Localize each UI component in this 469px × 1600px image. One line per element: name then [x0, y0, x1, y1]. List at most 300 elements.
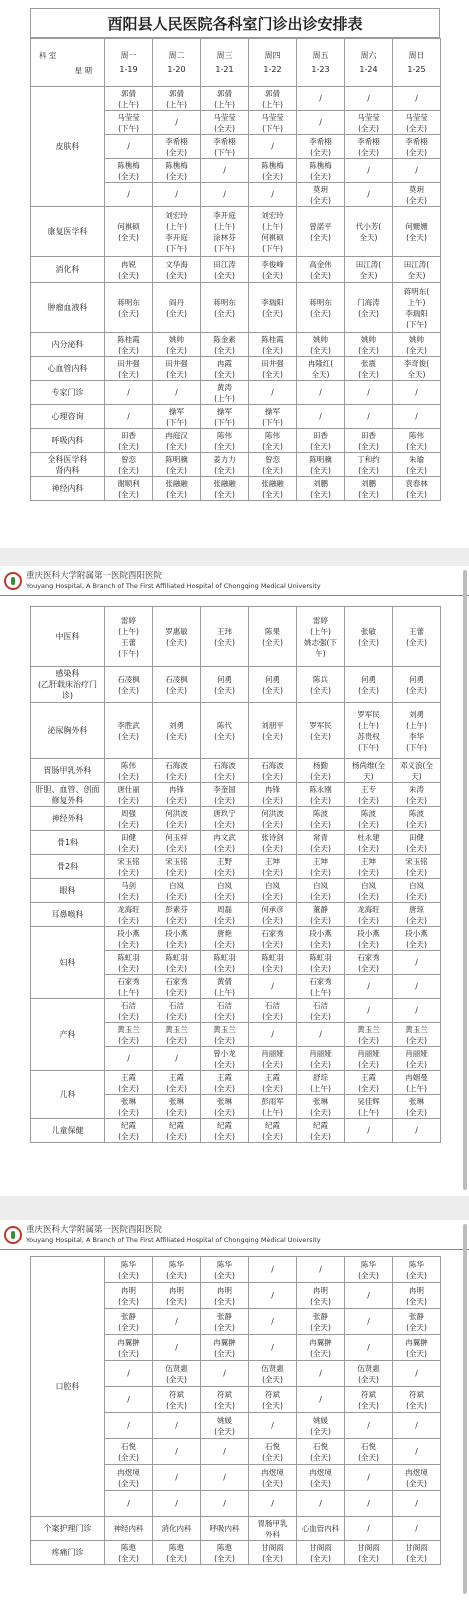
schedule-cell: 操军 (下午)	[201, 405, 249, 429]
schedule-cell: 冉翼翀 (全天)	[393, 1335, 441, 1361]
schedule-cell: 石海波 (全天)	[201, 759, 249, 783]
table-row	[31, 807, 441, 831]
schedule-cell: 陈永刚 (全天)	[297, 783, 345, 807]
schedule-table-3	[30, 1256, 441, 1565]
table-row	[31, 429, 441, 453]
schedule-cell: 陈代 (全天)	[201, 703, 249, 759]
schedule-cell: 陈波 (全天)	[297, 807, 345, 831]
schedule-cell: 刘朋平 (全天)	[249, 703, 297, 759]
schedule-cell: 田香 (全天)	[105, 429, 153, 453]
table-row	[31, 999, 441, 1023]
schedule-cell: 冉锋 (全天)	[153, 783, 201, 807]
schedule-cell: 丁和约 (全天)	[345, 453, 393, 477]
schedule-cell: 陈波 (全天)	[393, 807, 441, 831]
schedule-cell: 白岚 (全天)	[249, 879, 297, 903]
schedule-cell: 纪霞 (全天)	[153, 1119, 201, 1143]
schedule-cell: 田江涛( 全天)	[393, 257, 441, 283]
schedule-cell: 蒋明东( 上午) 李瑞阳 (下午)	[393, 283, 441, 333]
schedule-cell: 冉锋 (全天)	[249, 783, 297, 807]
schedule-cell: 冉煜境 (全天)	[105, 1465, 153, 1491]
schedule-cell: /	[345, 405, 393, 429]
schedule-cell: 王霞 (全天)	[201, 1071, 249, 1095]
schedule-cell: /	[249, 975, 297, 999]
schedule-cell: 石家秀 (上午)	[105, 975, 153, 999]
schedule-cell: 张静 (全天)	[393, 1309, 441, 1335]
schedule-cell: 陈樵梅 (全天)	[153, 159, 201, 183]
schedule-cell: 冉明 (全天)	[105, 1283, 153, 1309]
schedule-cell: 操军 (下午)	[153, 405, 201, 429]
schedule-cell: /	[105, 1047, 153, 1071]
schedule-cell: /	[345, 1491, 393, 1517]
schedule-cell: 罗军民 (上午) 苏贵权 (下午)	[345, 703, 393, 759]
schedule-cell: 符斌 (全天)	[393, 1387, 441, 1413]
schedule-cell: /	[201, 1491, 249, 1517]
schedule-cell: 黄玉兰 (全天)	[153, 1023, 201, 1047]
schedule-cell: 门海涛 (全天)	[345, 283, 393, 333]
schedule-cell: /	[393, 381, 441, 405]
schedule-cell: 田井强 (全天)	[153, 357, 201, 381]
schedule-cell: /	[345, 1283, 393, 1309]
header-day	[105, 39, 153, 87]
schedule-cell: /	[393, 405, 441, 429]
schedule-cell: 陈华 (全天)	[105, 1257, 153, 1283]
schedule-cell: 陈伟 (全天)	[249, 429, 297, 453]
schedule-cell: 段小燕 (全天)	[345, 927, 393, 951]
schedule-cell: /	[153, 1047, 201, 1071]
schedule-cell: /	[297, 87, 345, 111]
table-row	[31, 283, 441, 333]
header-day-date: 1-21	[215, 64, 234, 74]
schedule-cell: /	[105, 1387, 153, 1413]
schedule-cell: /	[105, 405, 153, 429]
page-gap	[0, 548, 469, 566]
header-day-date: 1-23	[311, 64, 330, 74]
dept-label: 胃肠甲乳外科	[31, 759, 105, 783]
schedule-cell: 周磊 (全天)	[201, 903, 249, 927]
schedule-cell: 陈桂霞 (全天)	[105, 333, 153, 357]
schedule-cell: /	[153, 1335, 201, 1361]
schedule-cell: /	[153, 1413, 201, 1439]
schedule-cell: 白岚 (全天)	[345, 879, 393, 903]
schedule-cell: 甘阁雨 (全天)	[345, 1541, 393, 1565]
schedule-page-3	[0, 1220, 469, 1600]
schedule-cell: /	[249, 1023, 297, 1047]
dept-label: 神经外科	[31, 807, 105, 831]
hospital-logo-icon	[4, 1226, 22, 1244]
schedule-cell: 符斌 (全天)	[249, 1387, 297, 1413]
schedule-cell: 石悦 (全天)	[345, 1439, 393, 1465]
schedule-cell: 李瑞阳 (全天)	[249, 283, 297, 333]
schedule-cell: 陈虹羽 (全天)	[105, 951, 153, 975]
schedule-cell: 高金伟 (全天)	[297, 257, 345, 283]
schedule-cell: 王霞 (全天)	[153, 1071, 201, 1095]
dept-label: 神经内科	[31, 477, 105, 501]
schedule-cell: 邓义浪(全 天)	[393, 759, 441, 783]
dept-label: 眼科	[31, 879, 105, 903]
schedule-cell: /	[105, 1413, 153, 1439]
schedule-cell: 石悦 (全天)	[249, 1439, 297, 1465]
schedule-cell: 周强 (全天)	[105, 807, 153, 831]
schedule-cell: 石悦 (全天)	[105, 1439, 153, 1465]
table-row	[31, 1541, 441, 1565]
schedule-cell: 肖丽娅 (全天)	[345, 1047, 393, 1071]
schedule-cell: 田井强 (全天)	[249, 357, 297, 381]
dept-label: 疼痛门诊	[31, 1541, 105, 1565]
schedule-cell: 蒋明东 (全天)	[201, 283, 249, 333]
schedule-cell: 陈遨 (全天)	[201, 1541, 249, 1565]
schedule-cell: 马剑 (全天)	[105, 879, 153, 903]
schedule-cell: 张融融 (全天)	[201, 477, 249, 501]
schedule-cell: 王专 (全天)	[345, 783, 393, 807]
schedule-cell: 符斌 (全天)	[345, 1387, 393, 1413]
table-row	[31, 357, 441, 381]
schedule-cell: 冉明 (全天)	[393, 1283, 441, 1309]
dept-label: 个案护理门诊	[31, 1517, 105, 1541]
schedule-cell: /	[249, 1335, 297, 1361]
dept-label: 中医科	[31, 607, 105, 667]
schedule-cell: 张敏 (全天)	[345, 607, 393, 667]
schedule-cell: 张诗剑 (全天)	[249, 831, 297, 855]
header-day-date: 1-19	[119, 64, 138, 74]
table-row	[31, 405, 441, 429]
schedule-cell: 陈果 (全天)	[249, 607, 297, 667]
schedule-cell: /	[153, 381, 201, 405]
schedule-cell: 舒琮 (上午)	[297, 1071, 345, 1095]
schedule-cell: 代小芳( 全天)	[345, 207, 393, 257]
schedule-cell: 杜永建 (全天)	[345, 831, 393, 855]
dept-label: 内分泌科	[31, 333, 105, 357]
schedule-cell: 肖丽娅 (全天)	[297, 1047, 345, 1071]
schedule-cell: 陈伟 (全天)	[105, 759, 153, 783]
schedule-cell: 张静 (全天)	[297, 1309, 345, 1335]
header-day-name: 周四	[264, 50, 281, 60]
schedule-cell: /	[297, 1257, 345, 1283]
table-row	[31, 927, 441, 951]
schedule-cell: 白岚 (全天)	[153, 879, 201, 903]
schedule-cell: /	[201, 1439, 249, 1465]
schedule-cell: 王坤 (全天)	[249, 855, 297, 879]
schedule-cell: /	[297, 1023, 345, 1047]
schedule-cell: 甘阁雨 (全天)	[297, 1541, 345, 1565]
schedule-cell: 刘勇 (上午) 李华 (下午)	[393, 703, 441, 759]
schedule-cell: 吴佳辉 (上午)	[345, 1095, 393, 1119]
schedule-cell: /	[345, 1309, 393, 1335]
schedule-cell: 冉煜境 (全天)	[393, 1465, 441, 1491]
schedule-cell: 纪霞 (全天)	[201, 1119, 249, 1143]
schedule-cell: 何勇 (全天)	[345, 667, 393, 703]
schedule-cell: 消化内科	[153, 1517, 201, 1541]
schedule-cell: 张静 (全天)	[201, 1309, 249, 1335]
schedule-cell: 罗惠敏 (全天)	[153, 607, 201, 667]
schedule-cell: /	[297, 381, 345, 405]
schedule-cell: 石海波 (全天)	[153, 759, 201, 783]
table-row	[31, 453, 441, 477]
schedule-cell: 马莹莹 (下午)	[249, 111, 297, 135]
dept-label: 儿童保健	[31, 1119, 105, 1143]
dept-label: 感染科 (乙肝载床治疗门 诊)	[31, 667, 105, 703]
header-day	[393, 39, 441, 87]
schedule-cell: 石家秀 (全天)	[345, 951, 393, 975]
schedule-cell: /	[393, 951, 441, 975]
schedule-cell: 张融融 (全天)	[153, 477, 201, 501]
schedule-cell: /	[153, 111, 201, 135]
header-day	[153, 39, 201, 87]
schedule-cell: 宋玉铭 (全天)	[153, 855, 201, 879]
scrollbar[interactable]	[463, 570, 467, 1190]
schedule-cell: 阎丹 (全天)	[153, 283, 201, 333]
schedule-cell: 莫玥 (全天)	[393, 183, 441, 207]
schedule-cell: 伍贤惠 (全天)	[153, 1361, 201, 1387]
schedule-cell: 何褀硕 (全天)	[105, 207, 153, 257]
schedule-cell: 冉翼翀 (全天)	[201, 1335, 249, 1361]
schedule-cell: 黄倩 (上午)	[201, 975, 249, 999]
hospital-header	[0, 566, 469, 596]
schedule-cell: 王蕾 (全天)	[393, 607, 441, 667]
schedule-cell: /	[345, 159, 393, 183]
hospital-name-en: Youyang Hospital, A Branch of The First Affiliated Hospital of Chongqing Medical University	[26, 1236, 321, 1244]
schedule-cell: /	[297, 1491, 345, 1517]
schedule-cell: 陈虹羽 (全天)	[249, 951, 297, 975]
schedule-cell: 陈虹羽 (全天)	[153, 951, 201, 975]
schedule-cell: 陈虹羽 (全天)	[297, 951, 345, 975]
schedule-cell: 石海波 (全天)	[249, 759, 297, 783]
schedule-cell: 神经内科	[105, 1517, 153, 1541]
schedule-cell: 何姗姗 (全天)	[393, 207, 441, 257]
schedule-cell: 李希栩 (全天)	[345, 135, 393, 159]
schedule-table-2	[30, 606, 441, 1143]
schedule-cell: 冉霞 (全天)	[201, 357, 249, 381]
dept-label: 骨1科	[31, 831, 105, 855]
schedule-cell: /	[393, 159, 441, 183]
scrollbar[interactable]	[463, 1224, 467, 1594]
schedule-cell: 田健 (全天)	[105, 831, 153, 855]
dept-label: 呼吸内科	[31, 429, 105, 453]
hospital-logo-icon	[4, 572, 22, 590]
dept-label: 肝胆、血管、创面 修复外科	[31, 783, 105, 807]
schedule-cell: 石家秀 (全天)	[249, 927, 297, 951]
schedule-cell: 李开庭 (上午) 涂林芬 (下午)	[201, 207, 249, 257]
header-day-name: 周日	[408, 50, 425, 60]
schedule-cell: 曾小龙 (全天)	[201, 1047, 249, 1071]
schedule-cell: 陈伟 (全天)	[201, 429, 249, 453]
schedule-cell: 龙海旺 (全天)	[345, 903, 393, 927]
table-row	[31, 667, 441, 703]
schedule-cell: 田井强 (全天)	[105, 357, 153, 381]
schedule-cell: 曾恋 (全天)	[105, 453, 153, 477]
schedule-page-1	[0, 0, 469, 548]
schedule-cell: /	[249, 381, 297, 405]
schedule-cell: 陈樵梅 (全天)	[105, 159, 153, 183]
schedule-cell: 符斌 (全天)	[201, 1387, 249, 1413]
schedule-cell: 何勇 (全天)	[249, 667, 297, 703]
schedule-cell: 李希栩 (全天)	[393, 135, 441, 159]
schedule-cell: 李奇俊( 全天)	[393, 357, 441, 381]
schedule-cell: 朱瑜 (全天)	[393, 453, 441, 477]
schedule-cell: 姜力力 (全天)	[201, 453, 249, 477]
page-gap	[0, 1196, 469, 1220]
schedule-cell: 刘宏玲 (上午) 何褀硕 (下午)	[249, 207, 297, 257]
hospital-header	[0, 1220, 469, 1250]
schedule-cell: 黄玉兰 (全天)	[105, 1023, 153, 1047]
schedule-cell: 甘阁雨 (全天)	[393, 1541, 441, 1565]
schedule-cell: /	[345, 999, 393, 1023]
schedule-cell: 张琳 (全天)	[153, 1095, 201, 1119]
schedule-cell: 张琳 (全天)	[393, 1095, 441, 1119]
schedule-cell: 呼吸内科	[201, 1517, 249, 1541]
schedule-cell: /	[249, 1413, 297, 1439]
schedule-cell: /	[201, 159, 249, 183]
schedule-cell: /	[345, 1465, 393, 1491]
schedule-cell: /	[297, 1387, 345, 1413]
schedule-cell: /	[297, 1361, 345, 1387]
schedule-cell: 宋玉铭 (全天)	[393, 855, 441, 879]
schedule-cell: 白岚 (全天)	[393, 879, 441, 903]
schedule-cell: 陈遨 (全天)	[153, 1541, 201, 1565]
schedule-cell: 姚帅 (全天)	[297, 333, 345, 357]
schedule-cell: 何勇 (全天)	[393, 667, 441, 703]
schedule-cell: 黄玉兰 (全天)	[201, 1023, 249, 1047]
schedule-cell: 陈华 (全天)	[201, 1257, 249, 1283]
schedule-cell: 田江涛 (全天)	[201, 257, 249, 283]
schedule-cell: 冉隆红( 全天)	[297, 357, 345, 381]
schedule-cell: 曾恋 (全天)	[249, 453, 297, 477]
schedule-cell: /	[153, 1439, 201, 1465]
schedule-cell: 何玉祥 (全天)	[153, 831, 201, 855]
schedule-cell: /	[345, 87, 393, 111]
schedule-cell: 姚帅 (全天)	[393, 333, 441, 357]
page-title: 酉阳县人民医院各科室门诊出诊安排表	[30, 8, 440, 38]
schedule-cell: 石家秀 (全天)	[153, 975, 201, 999]
schedule-cell: 杨勤 (全天)	[297, 759, 345, 783]
schedule-cell: 马莹莹 (全天)	[345, 111, 393, 135]
hospital-name-cn: 重庆医科大学附属第一医院酉阳医院	[26, 571, 163, 581]
schedule-cell: 肖丽娅 (全天)	[393, 1047, 441, 1071]
table-row	[31, 783, 441, 807]
schedule-cell: 石悦 (全天)	[297, 1439, 345, 1465]
table-row	[31, 1119, 441, 1143]
schedule-cell: 董静 (全天)	[297, 903, 345, 927]
schedule-cell: /	[249, 1309, 297, 1335]
schedule-cell: 何洪波 (全天)	[153, 807, 201, 831]
schedule-cell: 刘宏玲 (上午) 李开庭 (下午)	[153, 207, 201, 257]
schedule-cell: /	[153, 1491, 201, 1517]
schedule-cell: 冉明 (全天)	[201, 1283, 249, 1309]
schedule-cell: /	[201, 1465, 249, 1491]
schedule-cell: 郭倩 (上午)	[249, 87, 297, 111]
schedule-cell: 纪霞 (全天)	[297, 1119, 345, 1143]
schedule-cell: 张琳 (全天)	[201, 1095, 249, 1119]
schedule-cell: /	[153, 183, 201, 207]
schedule-cell: 田香 (全天)	[297, 429, 345, 453]
schedule-cell: 曾諾平 (全天)	[297, 207, 345, 257]
schedule-page-2	[0, 566, 469, 1196]
hospital-name-en: Youyang Hospital, A Branch of The First Affiliated Hospital of Chongqing Medical University	[26, 582, 321, 590]
table-row	[31, 1517, 441, 1541]
schedule-cell: /	[297, 111, 345, 135]
schedule-cell: 马莹莹 (全天)	[393, 111, 441, 135]
schedule-cell: /	[393, 1413, 441, 1439]
schedule-cell: 陈波 (全天)	[345, 807, 393, 831]
schedule-cell: /	[393, 1361, 441, 1387]
schedule-cell: /	[345, 1335, 393, 1361]
schedule-cell: 石洁 (全天)	[249, 999, 297, 1023]
schedule-cell: 唐艳 (全天)	[201, 927, 249, 951]
schedule-cell: 陈华 (全天)	[345, 1257, 393, 1283]
schedule-cell: 冉锐 (全天)	[105, 257, 153, 283]
dept-label: 全科医学科 肾内科	[31, 453, 105, 477]
schedule-cell: 石凌枫 (全天)	[105, 667, 153, 703]
schedule-cell: 冉庭汉 (全天)	[153, 429, 201, 453]
schedule-cell: /	[105, 381, 153, 405]
schedule-cell: 朱涛 (全天)	[393, 783, 441, 807]
schedule-cell: 宋玉铭 (全天)	[105, 855, 153, 879]
schedule-table-1	[30, 38, 441, 501]
schedule-cell: 雷婷 (上午) 姚志强(下 午)	[297, 607, 345, 667]
schedule-cell: 雷婷 (上午) 王蕾 (下午)	[105, 607, 153, 667]
schedule-cell: 石洁 (全天)	[153, 999, 201, 1023]
schedule-cell: /	[249, 183, 297, 207]
schedule-cell: 胃肠甲乳 外科	[249, 1517, 297, 1541]
schedule-cell: 张琳 (全天)	[105, 1095, 153, 1119]
schedule-cell: 刘鹏 (全天)	[297, 477, 345, 501]
header-day-name: 周六	[360, 50, 377, 60]
schedule-cell: 操军 (下午)	[249, 405, 297, 429]
header-day-name: 周三	[216, 50, 233, 60]
schedule-cell: 姚帅 (全天)	[153, 333, 201, 357]
schedule-cell: 田江涛( 全天)	[345, 257, 393, 283]
schedule-cell: 马莹莹 (下午)	[105, 111, 153, 135]
schedule-cell: /	[393, 1119, 441, 1143]
schedule-cell: 王霞 (全天)	[345, 1071, 393, 1095]
schedule-cell: 冉翼翀 (全天)	[297, 1335, 345, 1361]
schedule-cell: /	[153, 1309, 201, 1335]
header-day-date: 1-25	[407, 64, 426, 74]
header-day-date: 1-22	[263, 64, 282, 74]
table-row	[31, 831, 441, 855]
table-row	[31, 855, 441, 879]
schedule-cell: 段小燕 (全天)	[393, 927, 441, 951]
schedule-cell: 肖丽娅 (全天)	[249, 1047, 297, 1071]
schedule-cell: 陈明骥 (全天)	[297, 453, 345, 477]
dept-label: 肿瘤血液科	[31, 283, 105, 333]
schedule-cell: 李俊峰 (全天)	[249, 257, 297, 283]
schedule-cell: 莫玥 (全天)	[297, 183, 345, 207]
schedule-cell: 姚媛 (全天)	[201, 1413, 249, 1439]
dept-label: 消化科	[31, 257, 105, 283]
schedule-cell: 冉姻曼 (上午)	[393, 1071, 441, 1095]
schedule-cell: 王坤 (全天)	[345, 855, 393, 879]
table-row	[31, 333, 441, 357]
header-day-name: 周二	[168, 50, 185, 60]
schedule-cell: 陈兵 (全天)	[297, 667, 345, 703]
header-row	[31, 39, 441, 87]
schedule-cell: 李希栩 (全天)	[153, 135, 201, 159]
schedule-cell: /	[249, 1283, 297, 1309]
schedule-cell: /	[345, 183, 393, 207]
schedule-cell: /	[345, 381, 393, 405]
schedule-cell: 李胜武 (全天)	[105, 703, 153, 759]
schedule-cell: /	[393, 1517, 441, 1541]
schedule-cell: 李希栩 (下午)	[201, 135, 249, 159]
schedule-cell: 陈遨 (全天)	[105, 1541, 153, 1565]
schedule-cell: 刘勇 (全天)	[153, 703, 201, 759]
schedule-cell: 杨尚维(全 天)	[345, 759, 393, 783]
schedule-cell: 符斌 (全天)	[153, 1387, 201, 1413]
schedule-cell: 黄涛 (上午)	[201, 381, 249, 405]
schedule-cell: 王玮 (全天)	[201, 607, 249, 667]
dept-label: 耳鼻喉科	[31, 903, 105, 927]
schedule-cell: 石凌枫 (全天)	[153, 667, 201, 703]
